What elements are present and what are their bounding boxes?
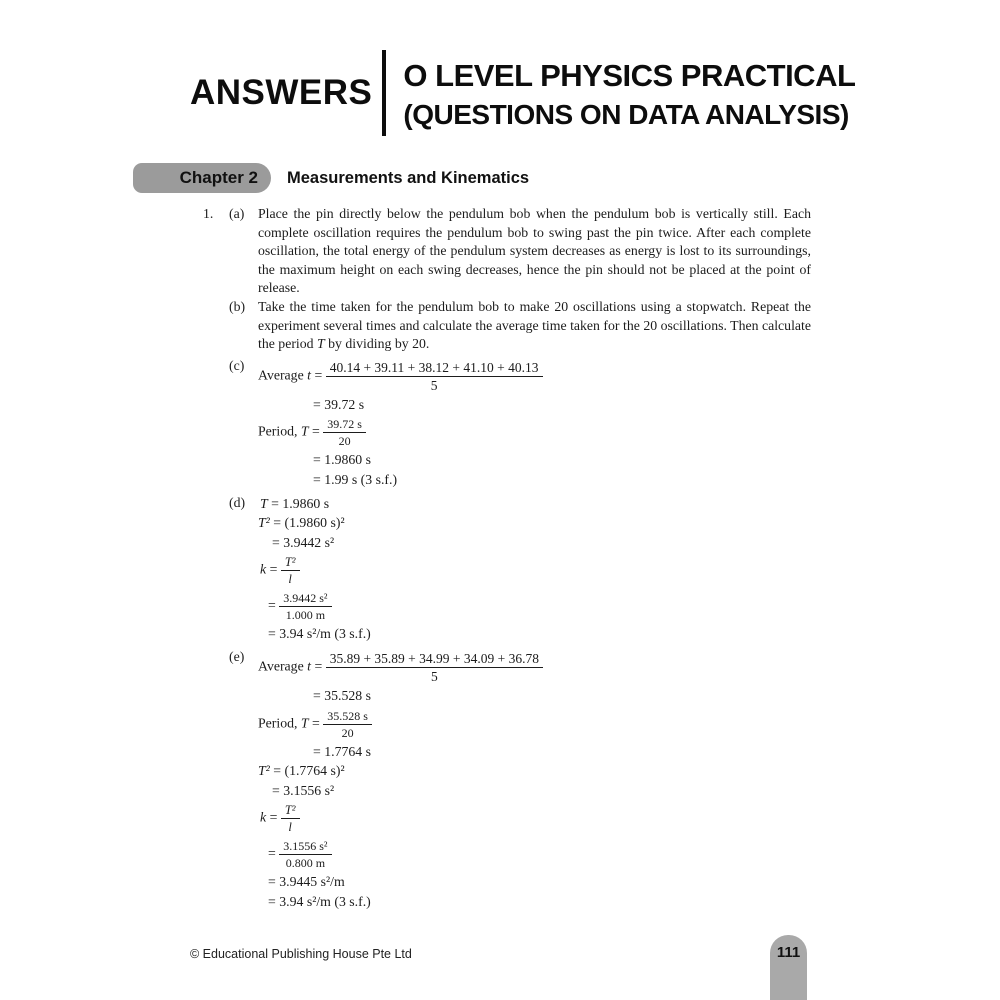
average-t-equation (258, 649, 811, 686)
equals-sign: = (268, 597, 280, 613)
chapter-bar (133, 163, 529, 193)
part-b-label: (b) (229, 298, 246, 314)
fraction-numerator: T² (281, 555, 300, 571)
fraction (279, 591, 331, 622)
equals-sign: = (268, 845, 280, 861)
average-t-equation (258, 358, 811, 395)
fraction (279, 839, 331, 870)
part-d (229, 494, 811, 645)
period-equation (258, 707, 811, 742)
variable-T: T (300, 715, 309, 731)
fraction (323, 417, 366, 448)
math-line: = 3.9445 s²/m (268, 874, 345, 890)
part-b-text (258, 298, 811, 354)
question-number: 1. (203, 206, 214, 221)
fraction-denominator: l (288, 572, 292, 587)
part-a-text: Place the pin directly below the pendulum bob when the pendulum bob is vertically still. Each complete oscillation requires the pendulum bob to swing past the pin twice. After each complete oscillation, the total energy of the pendulum system decreases as energy is lost to its surroundings, the maximum height on each swing decreases, hence the pin should not be placed at the point of release. (258, 206, 811, 296)
math-line: = 39.72 s (313, 396, 365, 412)
part-b-text-before: Take the time taken for the pendulum bob to make 20 oscillations using a stopwatch. Repeat the experiment several times and calculate the average time taken for the 20 oscillations. Then calculate the period (258, 298, 811, 352)
variable-T: T (300, 424, 309, 440)
math-text: = 1.9860 s (267, 495, 330, 511)
k-equation (260, 801, 811, 836)
fraction-numerator: 3.9442 s² (279, 591, 331, 607)
variable-T: T (317, 336, 325, 352)
period-equation (258, 415, 811, 450)
equals-sign: = (311, 658, 326, 674)
fraction-denominator: 20 (338, 434, 351, 449)
fraction-numerator: 35.89 + 35.89 + 34.99 + 34.09 + 36.78 (326, 651, 543, 668)
fraction-denominator: 1.000 m (285, 608, 326, 623)
math-text: = (1.9860 s)² (269, 515, 345, 531)
math-line (268, 837, 811, 872)
variable-k: k (260, 561, 267, 577)
variable-T: T (260, 495, 268, 511)
fraction-denominator: 0.800 m (285, 856, 326, 871)
page-header (190, 50, 855, 136)
part-b (229, 298, 811, 354)
part-d-working (258, 494, 811, 645)
copyright-notice: © Educational Publishing House Pte Ltd (190, 947, 412, 961)
page-number: 111 (776, 944, 801, 961)
book-title-line2: (QUESTIONS ON DATA ANALYSIS) (403, 99, 849, 130)
math-line: = 1.99 s (3 s.f.) (313, 471, 398, 487)
part-e-label: (e) (229, 648, 245, 664)
part-a (229, 205, 811, 298)
math-line: = 3.9442 s² (272, 534, 335, 550)
fraction-denominator: 5 (430, 668, 438, 684)
math-line: = 3.94 s²/m (3 s.f.) (268, 893, 371, 909)
page-number-tab (770, 935, 807, 1000)
question-1 (203, 205, 811, 912)
fraction (326, 651, 543, 684)
average-label: Average (258, 658, 308, 674)
math-text: = (1.7764 s)² (269, 763, 345, 779)
math-line (258, 762, 811, 781)
fraction (326, 360, 543, 393)
period-label: Period, (258, 424, 301, 440)
part-c (229, 357, 811, 491)
variable-T-squared: T² (258, 515, 270, 531)
fraction-denominator: 20 (341, 725, 354, 740)
math-line: = 3.1556 s² (272, 782, 335, 798)
part-e (229, 648, 811, 913)
fraction (281, 803, 300, 834)
equals-sign: = (308, 715, 324, 731)
part-a-label: (a) (229, 206, 245, 221)
math-line: = 1.7764 s (313, 743, 371, 759)
header-divider (382, 50, 386, 136)
part-c-working (258, 357, 811, 491)
fraction-numerator: 39.72 s (323, 417, 366, 433)
period-label: Period, (258, 715, 301, 731)
fraction (323, 709, 372, 740)
chapter-title: Measurements and Kinematics (287, 168, 530, 187)
fraction-denominator: 5 (430, 377, 438, 393)
average-label: Average (258, 367, 308, 383)
chapter-badge: Chapter 2 (133, 163, 271, 193)
variable-k: k (260, 809, 267, 825)
fraction-numerator: 35.528 s (323, 709, 372, 725)
question-parts (229, 205, 811, 912)
equals-sign: = (311, 367, 326, 383)
part-d-label: (d) (229, 494, 246, 510)
math-line (258, 514, 811, 533)
fraction (281, 555, 300, 586)
answer-content (203, 205, 811, 912)
fraction-numerator: T² (281, 803, 300, 819)
math-line: = 35.528 s (313, 687, 371, 703)
equals-sign: = (266, 809, 281, 825)
part-b-text-after: by dividing by 20. (324, 336, 430, 352)
answers-label: ANSWERS (190, 73, 373, 112)
variable-T-squared: T² (258, 763, 270, 779)
part-e-working (258, 648, 811, 913)
equals-sign: = (308, 424, 324, 440)
part-c-label: (c) (229, 357, 245, 373)
equals-sign: = (266, 561, 281, 577)
book-title-line1: O LEVEL PHYSICS PRACTICAL (403, 58, 856, 93)
math-line: = 1.9860 s (313, 452, 371, 468)
variable-t: t (307, 367, 311, 383)
math-line (268, 589, 811, 624)
variable-t: t (307, 658, 311, 674)
book-title (403, 56, 855, 134)
math-line (260, 495, 811, 514)
k-equation (260, 553, 811, 588)
fraction-numerator: 40.14 + 39.11 + 38.12 + 41.10 + 40.13 (326, 360, 543, 377)
fraction-numerator: 3.1556 s² (279, 839, 331, 855)
fraction-denominator: l (288, 820, 292, 835)
math-line: = 3.94 s²/m (3 s.f.) (268, 626, 371, 642)
